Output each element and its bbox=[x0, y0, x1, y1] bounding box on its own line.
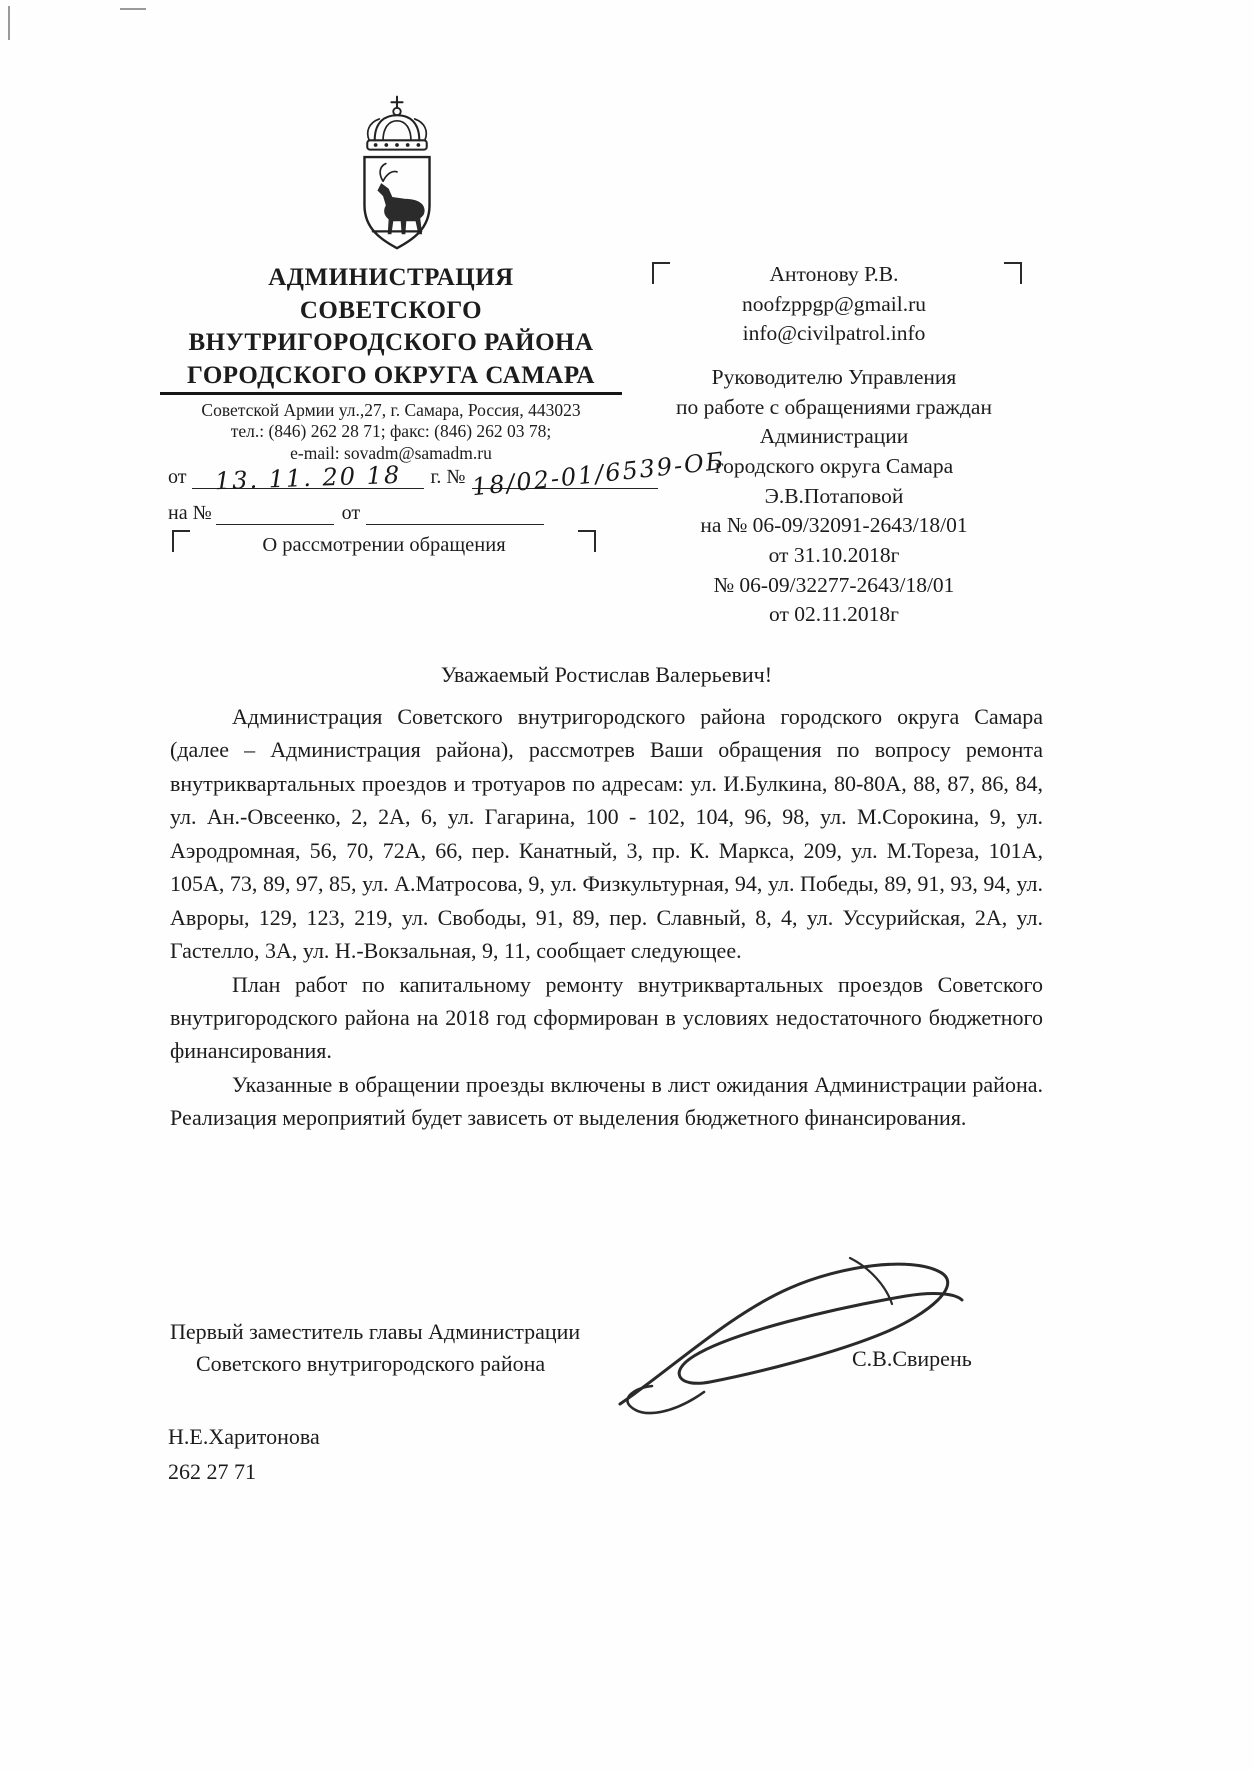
paragraph-1: Администрация Советского внутригородского района городского округа Самара (далее – Администрация района), рассмотрев Ваши обращения по вопросу ремонта внутриквартальных проездов и тротуаров по адресам: ул. И.Булкина, 80-80А, 88, 87, 86, 84, ул. Ан.-Овсеенко, 2, 2А, 6, ул. Гагарина, 100 - 102, 104, 96, 98, ул. М.Сорокина, 9, ул. Аэродромная, 56, 70, 72А, 66, пер. Канатный, 3, пр. К. Маркса, 209, ул. М.Тореза, 101А, 105А, 73, 89, 97, 85, ул. А.Матросова, 9, ул. Физкультурная, 94, ул. Победы, 89, 91, 93, 94, ул. Авроры, 129, 123, 219, ул. Свободы, 91, 89, пер. Славный, 8, 4, ул. Уссурийская, 2А, ул. Гастелло, 3А, ул. Н.-Вокзальная, 9, 11, сообщает следующее. bbox=[170, 704, 1043, 964]
ref-line-3: № 06-09/32277-2643/18/01 bbox=[713, 572, 955, 597]
addressee-name: Антонову Р.В. bbox=[769, 262, 899, 286]
org-contacts-block bbox=[150, 400, 632, 464]
incoming-ref-row bbox=[168, 502, 643, 525]
executor-name: Н.Е.Харитонова bbox=[168, 1424, 320, 1449]
signer-title-line-2: Советского внутригородского района bbox=[196, 1350, 546, 1376]
date-prefix-label: от bbox=[168, 466, 187, 488]
date-field bbox=[192, 460, 424, 496]
signature-scribble-icon bbox=[600, 1252, 990, 1430]
ref-line-2: от 31.10.2018г bbox=[768, 542, 900, 567]
handwritten-number: 18/02-01/6539-ОБ bbox=[470, 446, 727, 502]
recipient-line-1: Руководителю Управления bbox=[711, 364, 957, 389]
recipient-line-4: городского округа Самара bbox=[714, 453, 954, 478]
incoming-date-field bbox=[366, 502, 544, 525]
letter-subject: О рассмотрении обращения bbox=[262, 534, 506, 556]
org-line-3: ВНУТРИГОРОДСКОГО РАЙОНА bbox=[188, 329, 594, 356]
org-line-4: ГОРОДСКОГО ОКРУГА САМАРА bbox=[187, 361, 595, 389]
letter-body bbox=[170, 700, 1043, 1135]
subject-row bbox=[172, 530, 596, 560]
recipient-line-3: Администрации bbox=[759, 424, 909, 449]
org-address: Советской Армии ул.,27, г. Самара, Россия, 443023 bbox=[201, 400, 581, 420]
addressee-block bbox=[648, 260, 1020, 630]
number-prefix-label: г. № bbox=[430, 466, 466, 488]
org-phone-fax: тел.: (846) 262 28 71; факс: (846) 262 03 78; bbox=[230, 421, 552, 442]
scan-artifact bbox=[120, 8, 146, 10]
addressee-email-1: noofzppgp@gmail.ru bbox=[742, 291, 926, 316]
org-line-2: СОВЕТСКОГО bbox=[299, 296, 483, 324]
incoming-number-field bbox=[216, 502, 334, 525]
samara-coat-of-arms-icon bbox=[338, 92, 456, 250]
letterhead-rule bbox=[160, 392, 622, 395]
salutation: Уважаемый Ростислав Валерьевич! bbox=[440, 662, 773, 687]
incoming-prefix-label: на № bbox=[168, 502, 212, 524]
org-line-1: АДМИНИСТРАЦИЯ bbox=[268, 264, 514, 291]
number-field bbox=[470, 446, 727, 502]
signer-title-line-1: Первый заместитель главы Администрации bbox=[170, 1319, 581, 1344]
recipient-line-5: Э.В.Потаповой bbox=[764, 483, 904, 508]
ref-line-4: от 02.11.2018г bbox=[768, 602, 899, 627]
ref-line-1: на № 06-09/32091-2643/18/01 bbox=[700, 513, 968, 538]
incoming-from-label: от bbox=[341, 502, 361, 524]
signer-title-block bbox=[170, 1316, 580, 1380]
recipient-line-2: по работе с обращениями граждан bbox=[676, 394, 992, 419]
org-name-block bbox=[160, 262, 622, 392]
paragraph-3: Указанные в обращении проезды включены в лист ожидания Администрации района. Реализация мероприятий будет зависеть от выделения бюджетного финансирования. bbox=[170, 1071, 1043, 1131]
executor-phone: 262 27 71 bbox=[168, 1459, 256, 1484]
signer-name: С.В.Свирень bbox=[852, 1346, 972, 1371]
paragraph-2: План работ по капитальному ремонту внутриквартальных проездов Советского внутригородского района на 2018 год сформирован в условиях недостаточного бюджетного финансирования. bbox=[170, 971, 1043, 1064]
scan-artifact bbox=[8, 6, 10, 40]
handwritten-date: 13. 11. 20 18 bbox=[214, 460, 403, 496]
addressee-email-2: info@civilpatrol.info bbox=[742, 321, 926, 346]
org-email: e-mail: sovadm@samadm.ru bbox=[290, 442, 492, 463]
spacer bbox=[648, 349, 1020, 363]
